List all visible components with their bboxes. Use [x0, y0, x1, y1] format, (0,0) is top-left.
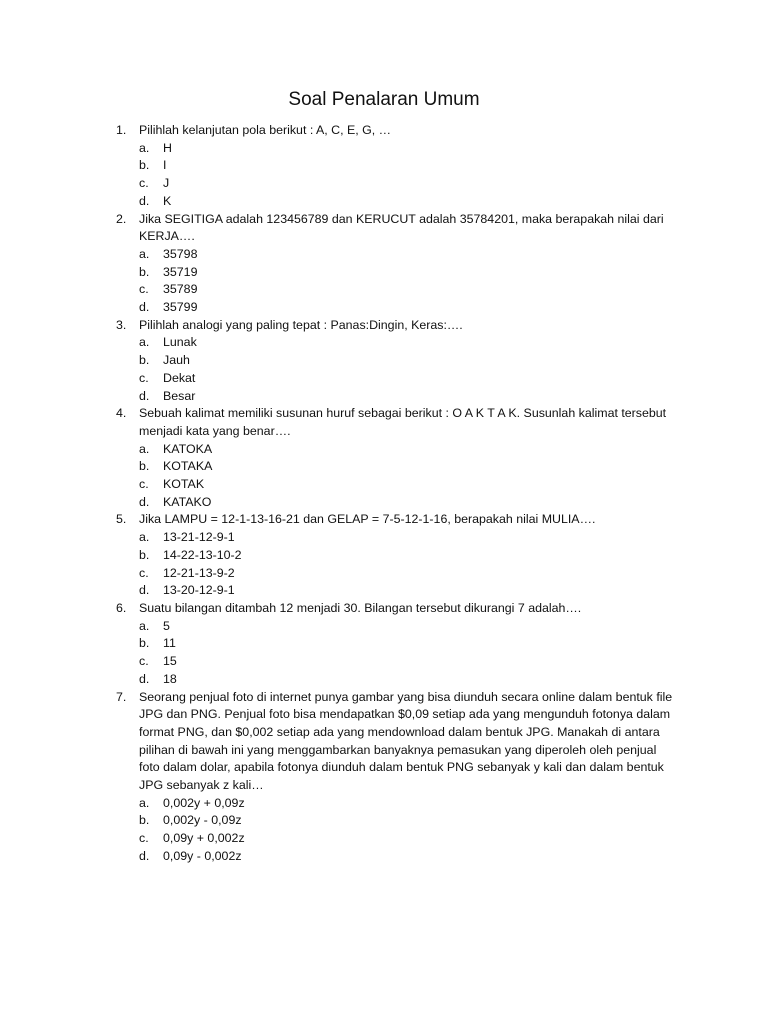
- option-list: [139, 246, 676, 317]
- option-text: 14-22-13-10-2: [163, 547, 242, 562]
- answer-option: [139, 476, 676, 494]
- answer-option: [139, 441, 676, 459]
- option-letter: c.: [139, 654, 149, 669]
- option-letter: a.: [139, 335, 150, 350]
- option-letter: b.: [139, 547, 150, 562]
- option-text: 35798: [163, 246, 198, 261]
- option-letter: d.: [139, 583, 150, 598]
- answer-option: [139, 264, 676, 282]
- option-text: K: [163, 193, 172, 208]
- question-list: [116, 122, 676, 866]
- option-letter: d.: [139, 388, 150, 403]
- option-text: 35789: [163, 282, 198, 297]
- answer-option: [139, 193, 676, 211]
- answer-option: [139, 618, 676, 636]
- question-number: 7.: [116, 689, 127, 704]
- option-text: I: [163, 158, 167, 173]
- answer-option: [139, 175, 676, 193]
- question-item: [116, 405, 676, 511]
- option-letter: c.: [139, 831, 149, 846]
- option-text: 12-21-13-9-2: [163, 565, 235, 580]
- option-list: [139, 529, 676, 600]
- option-text: 5: [163, 618, 170, 633]
- option-text: 18: [163, 671, 177, 686]
- question-item: [116, 689, 676, 866]
- option-list: [139, 618, 676, 689]
- option-letter: c.: [139, 565, 149, 580]
- question-item: [116, 211, 676, 317]
- question-number: 4.: [116, 406, 127, 421]
- option-text: 11: [163, 636, 176, 651]
- option-letter: b.: [139, 636, 150, 651]
- option-text: KATOKA: [163, 441, 213, 456]
- option-letter: b.: [139, 158, 150, 173]
- answer-option: [139, 458, 676, 476]
- answer-option: [139, 547, 676, 565]
- answer-option: [139, 671, 676, 689]
- option-text: H: [163, 140, 172, 155]
- option-letter: a.: [139, 795, 150, 810]
- question-text: Jika SEGITIGA adalah 123456789 dan KERUCUT adalah 35784201, maka berapakah nilai dari KERJA….: [139, 211, 664, 244]
- answer-option: [139, 281, 676, 299]
- answer-option: [139, 388, 676, 406]
- question-item: [116, 122, 676, 211]
- option-letter: d.: [139, 300, 150, 315]
- answer-option: [139, 795, 676, 813]
- question-number: 6.: [116, 600, 127, 615]
- option-text: Lunak: [163, 335, 197, 350]
- answer-option: [139, 848, 676, 866]
- option-letter: b.: [139, 813, 150, 828]
- answer-option: [139, 334, 676, 352]
- option-letter: a.: [139, 441, 150, 456]
- option-text: 13-20-12-9-1: [163, 583, 235, 598]
- option-letter: c.: [139, 282, 149, 297]
- option-text: 13-21-12-9-1: [163, 530, 235, 545]
- option-text: KATAKO: [163, 494, 212, 509]
- answer-option: [139, 582, 676, 600]
- question-text: Suatu bilangan ditambah 12 menjadi 30. Bilangan tersebut dikurangi 7 adalah….: [139, 600, 582, 615]
- question-number: 3.: [116, 317, 127, 332]
- question-item: [116, 511, 676, 600]
- option-text: 0,09y - 0,002z: [163, 848, 242, 863]
- option-text: 0,002y + 0,09z: [163, 795, 245, 810]
- option-letter: c.: [139, 370, 149, 385]
- answer-option: [139, 494, 676, 512]
- option-text: Jauh: [163, 353, 190, 368]
- answer-option: [139, 529, 676, 547]
- answer-option: [139, 157, 676, 175]
- question-item: [116, 317, 676, 406]
- question-text: Sebuah kalimat memiliki susunan huruf sebagai berikut : O A K T A K. Susunlah kalimat tersebut menjadi kata yang benar….: [139, 406, 667, 438]
- answer-option: [139, 812, 676, 830]
- option-list: [139, 441, 676, 512]
- answer-option: [139, 352, 676, 370]
- option-text: 0,09y + 0,002z: [163, 831, 245, 846]
- option-letter: a.: [139, 140, 150, 155]
- option-list: [139, 140, 676, 211]
- option-text: Dekat: [163, 370, 196, 385]
- option-letter: d.: [139, 671, 150, 686]
- option-letter: c.: [139, 176, 149, 191]
- option-text: Besar: [163, 388, 196, 403]
- option-letter: c.: [139, 477, 149, 492]
- option-text: 35719: [163, 264, 198, 279]
- question-text: Pilihlah kelanjutan pola berikut : A, C, E, G, …: [139, 123, 392, 137]
- question-item: [116, 600, 676, 689]
- answer-option: [139, 635, 676, 653]
- option-letter: b.: [139, 353, 150, 368]
- option-text: 15: [163, 654, 177, 669]
- option-text: KOTAK: [163, 477, 205, 492]
- question-text: Pilihlah analogi yang paling tepat : Panas:Dingin, Keras:….: [139, 317, 463, 332]
- option-text: 35799: [163, 300, 198, 315]
- question-number: 2.: [116, 211, 127, 226]
- answer-option: [139, 830, 676, 848]
- answer-option: [139, 246, 676, 264]
- answer-option: [139, 653, 676, 671]
- question-text: Seorang penjual foto di internet punya gambar yang bisa diunduh secara online dalam bentuk file JPG dan PNG. Penjual foto bisa mendapatkan $0,09 setiap ada yang mengunduh fotonya dalam format PNG, dan $0,002 setiap ada yang mendownload dalam bentuk JPG. Manakah di antara pilihan di bawah ini yang menggambarkan banyaknya pemasukan yang diperoleh oleh penjual foto dalam dolar, apabila fotonya diunduh dalam bentuk PNG sebanyak y kali dan dalam bentuk JPG sebanyak z kali…: [139, 689, 673, 793]
- answer-option: [139, 370, 676, 388]
- question-number: 5.: [116, 512, 127, 527]
- option-text: J: [163, 176, 170, 191]
- option-text: KOTAKA: [163, 459, 213, 474]
- option-list: [139, 334, 676, 405]
- option-letter: b.: [139, 264, 150, 279]
- option-letter: a.: [139, 530, 150, 545]
- question-number: 1.: [116, 123, 127, 137]
- option-letter: a.: [139, 246, 150, 261]
- option-list: [139, 795, 676, 866]
- answer-option: [139, 565, 676, 583]
- answer-option: [139, 140, 676, 158]
- question-text: Jika LAMPU = 12-1-13-16-21 dan GELAP = 7-5-12-1-16, berapakah nilai MULIA….: [139, 512, 596, 527]
- option-letter: d.: [139, 193, 150, 208]
- option-letter: d.: [139, 494, 150, 509]
- option-letter: a.: [139, 618, 150, 633]
- answer-option: [139, 299, 676, 317]
- option-letter: b.: [139, 459, 150, 474]
- option-letter: d.: [139, 848, 150, 863]
- option-text: 0,002y - 0,09z: [163, 813, 242, 828]
- page-title: Soal Penalaran Umum: [288, 89, 480, 110]
